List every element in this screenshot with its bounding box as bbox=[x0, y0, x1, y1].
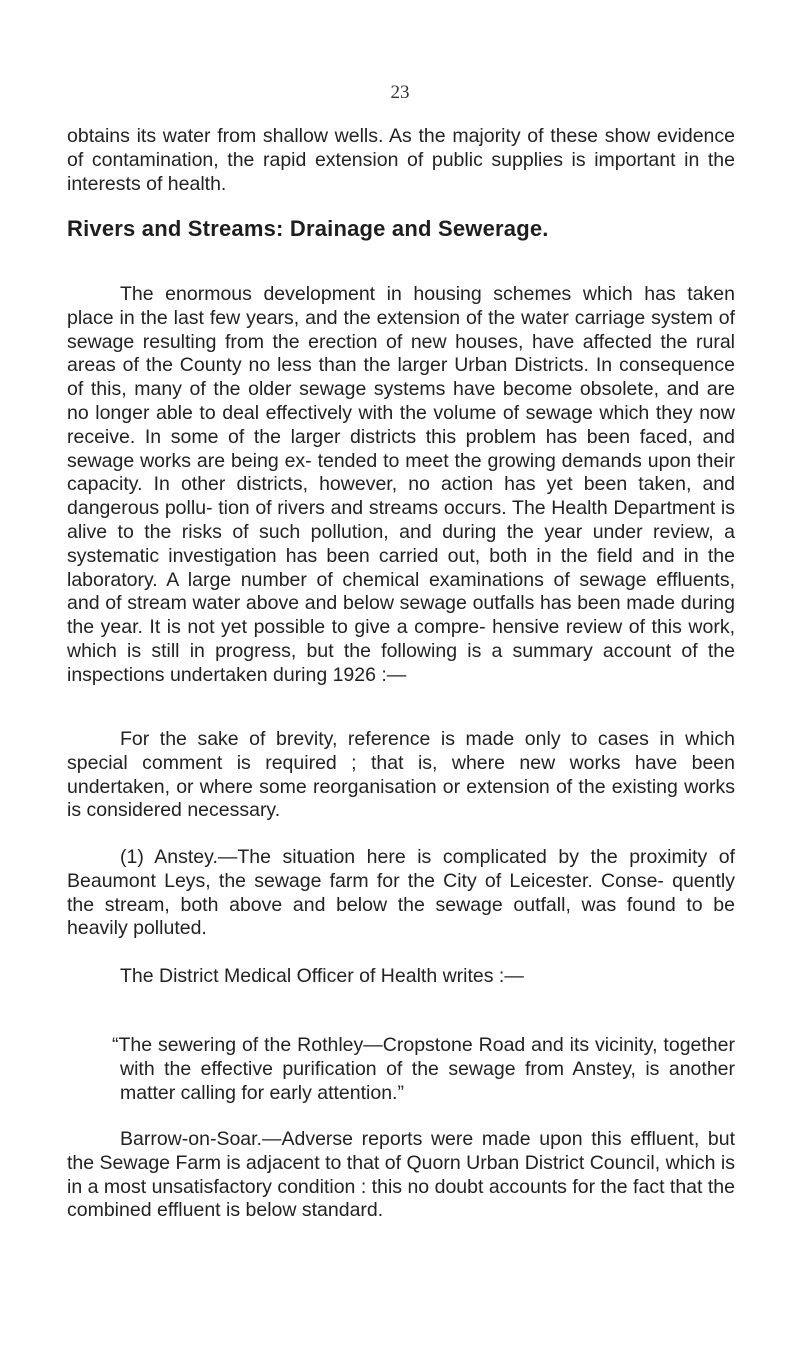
section-heading: Rivers and Streams: Drainage and Sewerage. bbox=[67, 216, 549, 241]
page-number: 23 bbox=[390, 82, 410, 103]
paragraph-barrow-on-soar: Barrow-on-Soar.—Adverse reports were made upon this effluent, but the Sewage Farm is adjacent to that of Quorn Urban District Council, which is in a most unsatisfactory condition : this no doubt accounts for the fact that the combined effluent is below standard. bbox=[67, 1128, 735, 1222]
paragraph-anstey: (1) Anstey.—The situation here is complicated by the proximity of Beaumont Leys, the sewage farm for the City of Leicester. Conse- quently the stream, both above and below the sewage outfall, was found to be heavily polluted. bbox=[67, 846, 735, 940]
quote-rothley: “The sewering of the Rothley—Cropstone Road and its vicinity, together with the effective purification of the sewage from Anstey, is another matter calling for early attention.” bbox=[112, 1034, 735, 1104]
intro-paragraph: obtains its water from shallow wells. As the majority of these show evidence of contamination, the rapid extension of public supplies is important in the interests of health. bbox=[67, 125, 735, 195]
paragraph-medical-officer: The District Medical Officer of Health writes :— bbox=[120, 965, 524, 987]
paragraph-development: The enormous development in housing schemes which has taken place in the last few years, and the extension of the water carriage system of sewage resulting from the erection of new houses, have affected the rural areas of the County no less than the larger Urban Districts. In consequence of this, many of the older sewage systems have become obsolete, and are no longer able to deal effectively with the volume of sewage which they now receive. In some of the larger districts this problem has been faced, and sewage works are being ex- tended to meet the growing demands upon their capacity. In other districts, however, no action has yet been taken, and dangerous pollu- tion of rivers and streams occurs. The Health Department is alive to the risks of such pollution, and during the year under review, a systematic investigation has been carried out, both in the field and in the laboratory. A large number of chemical examinations of sewage effluents, and of stream water above and below sewage outfalls has been made during the year. It is not yet possible to give a compre- hensive review of this work, which is still in progress, but the following is a summary account of the inspections undertaken during 1926 :— bbox=[67, 283, 735, 686]
paragraph-brevity: For the sake of brevity, reference is made only to cases in which special comment is required ; that is, where new works have been undertaken, or where some reorganisation or extension of the existing works is considered necessary. bbox=[67, 728, 735, 822]
